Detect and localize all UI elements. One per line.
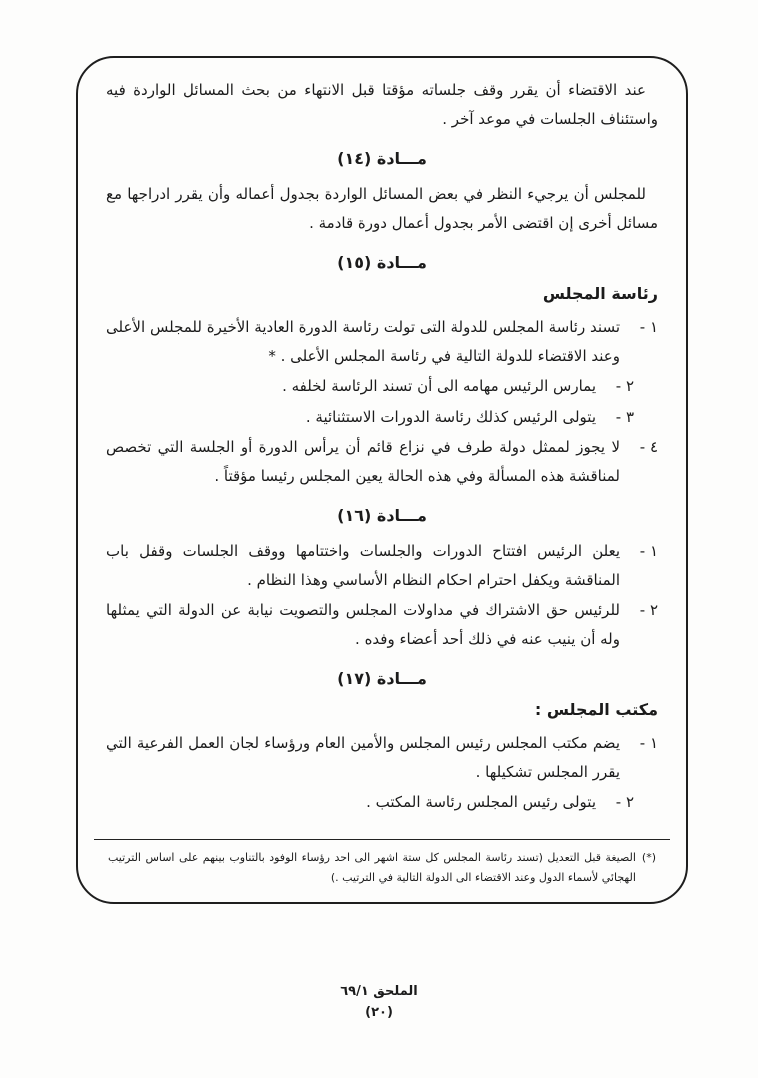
page-number: (٢٠) [365,1005,393,1020]
item-text: يضم مكتب المجلس رئيس المجلس والأمين العام ورؤساء لجان العمل الفرعية التي يقرر المجلس تشكيلها . [106,734,620,781]
document-frame [76,56,688,904]
item-number: ٢ - [615,793,634,811]
article-16 [106,506,658,653]
section-title-council-bureau: مكتب المجلس : [534,700,658,719]
footnote-marker: (*) [641,851,656,865]
article-14 [106,149,658,237]
item-text: للرئيس حق الاشتراك في مداولات المجلس والتصويت نيابة عن الدولة التي يمثلها وله أن ينيب عنه في ذلك أحد أعضاء وفده . [106,601,620,648]
item-text: يمارس الرئيس مهامه الى أن تسند الرئاسة لخلفه . [282,377,596,395]
item-text: يتولى رئيس المجلس رئاسة المكتب . [366,793,596,811]
footnote-text: الصيغة قبل التعديل (تسند رئاسة المجلس كل ستة اشهر الى احد رؤساء الوفود بالتناوب بينهم على اساس الترتيب الهجائي لأسماء الدول وعند الاقتضاء الى الدولة التالية في الترتيب .) [108,851,636,885]
article-16-list [106,537,658,653]
article-14-heading: مـــادة (١٤) [337,149,427,168]
item-number: ١ - [639,734,658,752]
list-item [106,729,658,786]
list-item [106,433,658,490]
item-text: تسند رئاسة المجلس للدولة التى تولت رئاسة الدورة العادية الأخيرة للمجلس الأعلى وعند الاقتضاء للدولة التالية في رئاسة المجلس الأعلى . * [106,318,620,365]
list-item [106,596,658,653]
section-title-council-presidency: رئاسة المجلس [542,284,658,303]
article-17-heading: مـــادة (١٧) [337,669,427,688]
item-number: ٤ - [639,438,658,456]
article-14-body: للمجلس أن يرجيء النظر في بعض المسائل الواردة بجدول أعماله وأن يقرر ادراجها مع مسائل أخرى إن اقتضى الأمر بجدول أعمال دورة قادمة . [106,185,658,232]
article-15-heading: مـــادة (١٥) [337,253,427,272]
article-15 [106,253,658,490]
annex-label: الملحق ٦٩/١ [340,984,418,999]
article-17 [106,669,658,817]
list-item [106,403,634,432]
list-item [106,372,634,401]
item-number: ٢ - [639,601,658,619]
intro-paragraph: عند الاقتضاء أن يقرر وقف جلساته مؤقتا قبل الانتهاء من بحث المسائل الواردة فيه واستئناف الجلسات في موعد آخر . [106,81,658,128]
page-footer [0,984,758,1020]
article-16-heading: مـــادة (١٦) [337,506,427,525]
item-number: ٣ - [615,407,634,426]
item-number: ١ - [639,318,658,336]
list-item [106,313,658,370]
item-number: ٢ - [615,377,634,395]
item-text: يعلن الرئيس افتتاح الدورات والجلسات واختتامها ووقف الجلسات وقفل باب المناقشة ويكفل احترام احكام النظام الأساسي وهذا النظام . [106,542,620,589]
item-text: لا يجوز لممثل دولة طرف في نزاع قائم أن يرأس الدورة أو الجلسة التي تخصص لمناقشة هذه المسألة وفي هذه الحالة يعين المجلس رئيسا مؤقتاً . [106,438,620,485]
item-number: ١ - [639,542,658,560]
article-17-list [106,729,658,817]
item-text: يتولى الرئيس كذلك رئاسة الدورات الاستثنائية . [305,407,596,426]
list-item [106,537,658,594]
article-15-list [106,313,658,490]
list-item [106,788,634,817]
footnote [94,839,670,888]
